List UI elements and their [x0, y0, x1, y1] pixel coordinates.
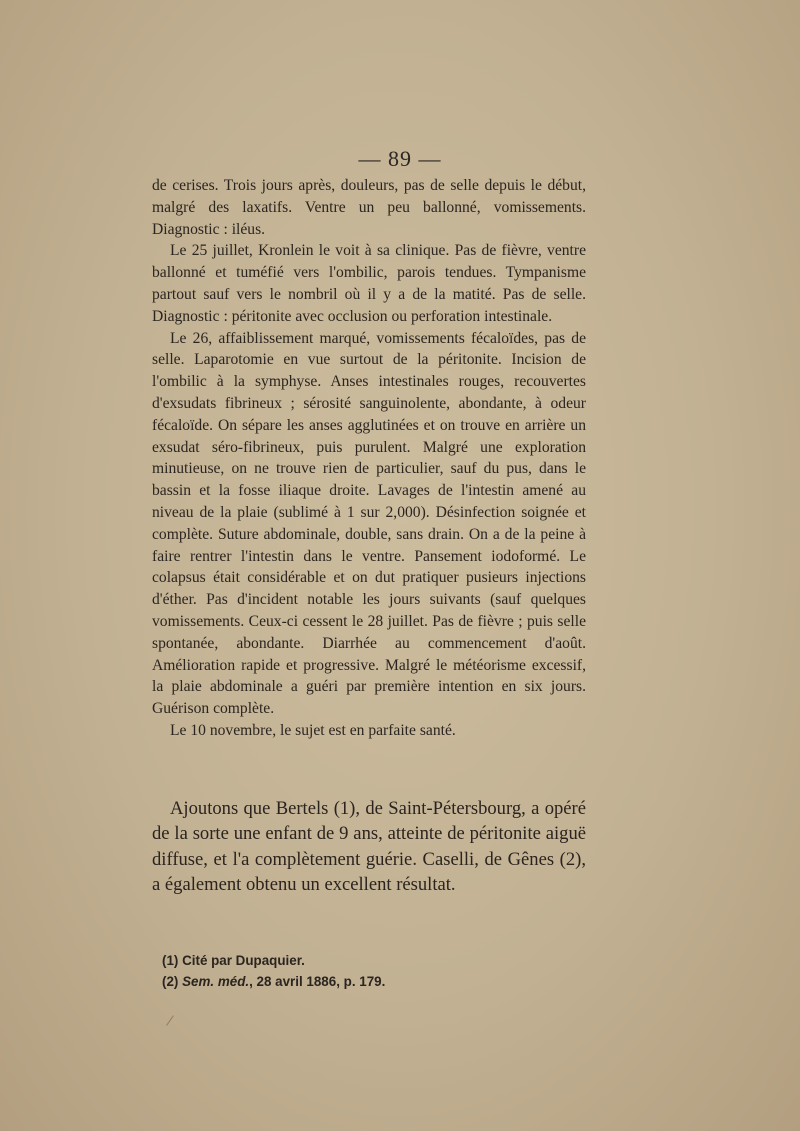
- footnote-2-rest: , 28 avril 1886, p. 179.: [249, 974, 386, 989]
- body-text: [152, 175, 586, 742]
- footnote-1: [162, 950, 582, 971]
- closing-section: [152, 796, 586, 898]
- stray-pen-mark: [166, 1015, 174, 1025]
- footnote-2-marker: (2): [162, 974, 179, 989]
- closing-paragraph: Ajoutons que Bertels (1), de Saint-Pétersbourg, a opéré de la sorte une enfant de 9 ans, atteinte de péritonite aiguë diffuse, et l'a complètement guérie. Caselli, de Gênes (2), a également obtenu un excellent résultat.: [152, 798, 586, 896]
- footnote-1-text: Cité par Dupaquier.: [182, 953, 305, 968]
- paragraph-3: Le 26, affaiblissement marqué, vomissements fécaloïdes, pas de selle. Laparotomie en vue surtout de la péritonite. Incision de l'ombilic à la symphyse. Anses intestinales rouges, recouvertes d'exsudats fibrineux ; sérosité sanguinolente, abondante, à odeur fécaloïde. On sépare les anses agglutinées et on trouve en arrière un exsudat séro-fibrineux, puis purulent. Malgré une exploration minutieuse, on ne trouve rien de particulier, sauf du pus, dans le bassin et la fosse iliaque droite. Lavages de l'intestin amené au niveau de la plaie (sublimé à 1 sur 2,000). Désinfection soignée et complète. Suture abdominale, double, sans drain. On a de la peine à faire rentrer l'intestin dans le ventre. Pansement iodoformé. Le colapsus était considérable et on dut pratiquer pusieurs injections d'éther. Pas d'incident notable les jours suivants (sauf quelques vomissements. Ceux-ci cessent le 28 juillet. Pas de fièvre ; puis selle spontanée, abondante. Diarrhée au commencement d'août. Amélioration rapide et progressive. Malgré le météorisme excessif, la plaie abdominale a guéri par première intention en six jours. Guérison complète.: [152, 329, 586, 718]
- page-number: — 89 —: [358, 146, 442, 171]
- footnotes: [162, 950, 582, 992]
- paragraph-4: Le 10 novembre, le sujet est en parfaite santé.: [170, 721, 456, 739]
- footnote-2: [162, 971, 582, 992]
- paragraph-2: Le 25 juillet, Kronlein le voit à sa clinique. Pas de fièvre, ventre ballonné et tuméfié vers l'ombilic, parois tendues. Tympanisme partout sauf vers le nombril où il y a de la matité. Pas de selle. Diagnostic : péritonite avec occlusion ou perforation intestinale.: [152, 242, 586, 325]
- paragraph-1: de cerises. Trois jours après, douleurs, pas de selle depuis le début, malgré des laxatifs. Ventre un peu ballonné, vomissements. Diagnostic : iléus.: [152, 177, 586, 238]
- footnote-2-journal: Sem. méd.: [182, 974, 250, 989]
- footnote-1-marker: (1): [162, 953, 179, 968]
